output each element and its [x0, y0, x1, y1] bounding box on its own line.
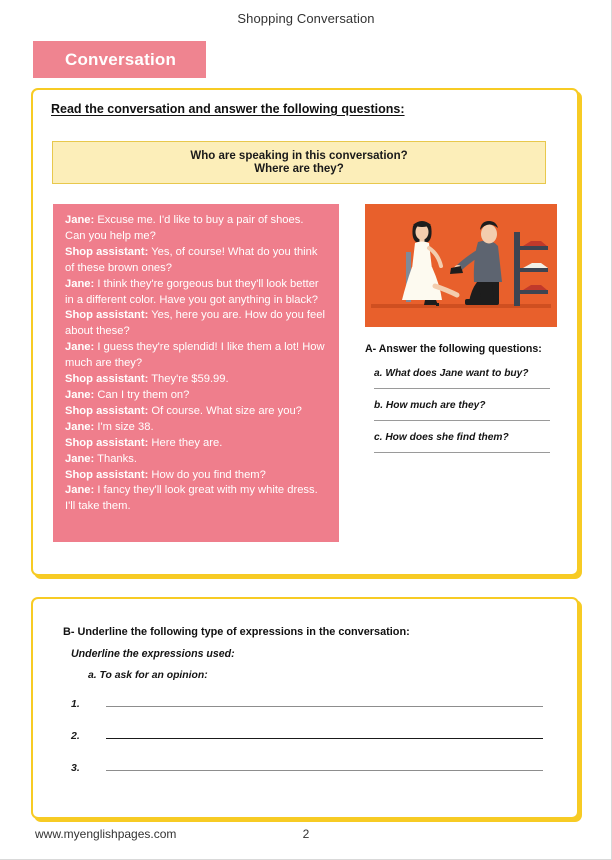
dialogue-text: Can I try them on? — [94, 388, 190, 401]
dialogue-line — [65, 372, 327, 388]
dialogue-speaker: Shop assistant: — [65, 436, 149, 449]
dialogue-text: Yes, here you are. How do you feel about these? — [65, 309, 325, 338]
footer-page-number: 2 — [302, 827, 310, 841]
section-b-answer-row — [71, 730, 545, 744]
section-a-question-item — [365, 400, 557, 421]
dialogue-line — [65, 420, 327, 436]
dialogue-speaker: Jane: — [65, 341, 95, 354]
footer-website-url: www.myenglishpages.com — [35, 827, 177, 841]
dialogue-line — [65, 340, 327, 372]
dialogue-text: Of course. What size are you? — [148, 404, 302, 417]
section-a — [365, 343, 557, 464]
dialogue-text: I fancy they'll look great with my white dress. I'll take them. — [65, 484, 318, 513]
dialogue-text: I guess they're splendid! I like them a lot! How much are they? — [65, 341, 325, 370]
dialogue-text: I'm size 38. — [94, 420, 154, 433]
dialogue-text: Here they are. — [148, 436, 223, 449]
dialogue-line — [65, 468, 327, 484]
dialogue-text: They're $59.99. — [148, 373, 229, 386]
section-b-item-a: a. To ask for an opinion: — [88, 670, 208, 681]
dialogue-speaker: Jane: — [65, 452, 95, 465]
dialogue-line — [65, 277, 327, 309]
answer-line[interactable] — [374, 388, 550, 389]
conversation-banner — [33, 41, 206, 78]
dialogue-line — [65, 213, 327, 245]
dialogue-line — [65, 436, 327, 452]
dialogue-speaker: Jane: — [65, 484, 95, 497]
exercise-b-card — [31, 597, 579, 819]
prompt-line-1: Who are speaking in this conversation? — [190, 150, 408, 162]
section-b-subheading: Underline the expressions used: — [71, 648, 235, 660]
prompt-line-2: Where are they? — [254, 163, 344, 175]
dialogue-text: Excuse me. I'd like to buy a pair of shoes. Can you help me? — [65, 214, 304, 242]
dialogue-speaker: Jane: — [65, 388, 95, 401]
dialogue-text: How do you find them? — [148, 468, 266, 481]
section-a-heading: A- Answer the following questions: — [365, 343, 542, 355]
section-a-question-item — [365, 432, 557, 453]
section-b-answer-row — [71, 762, 545, 776]
dialogue-speaker: Jane: — [65, 277, 95, 290]
section-a-question-text: a. What does Jane want to buy? — [374, 368, 529, 379]
shoe-shop-illustration — [365, 204, 557, 327]
section-b-row-number: 1. — [71, 698, 80, 710]
dialogue-speaker: Shop assistant: — [65, 309, 149, 322]
dialogue-line — [65, 388, 327, 404]
document-title: Shopping Conversation — [237, 11, 375, 26]
dialogue-line — [65, 308, 327, 340]
section-a-question-text: b. How much are they? — [374, 400, 486, 411]
section-a-question-text: c. How does she find them? — [374, 432, 509, 443]
dialogue-panel — [53, 204, 339, 542]
section-a-question-item — [365, 368, 557, 389]
reading-card — [31, 88, 579, 576]
dialogue-text: Thanks. — [94, 452, 137, 465]
section-b-row-number: 2. — [71, 730, 80, 742]
dialogue-speaker: Shop assistant: — [65, 468, 149, 481]
section-b-answer-row — [71, 698, 545, 712]
read-instruction-heading: Read the conversation and answer the following questions: — [51, 102, 405, 116]
dialogue-line — [65, 404, 327, 420]
section-b-row-number: 3. — [71, 762, 80, 774]
dialogue-speaker: Jane: — [65, 420, 95, 433]
prompt-question-box — [52, 141, 546, 184]
answer-line[interactable] — [374, 420, 550, 421]
conversation-banner-label: Conversation — [65, 49, 177, 69]
answer-line[interactable] — [106, 770, 543, 771]
dialogue-text: Yes, of course! What do you think of these brown ones? — [65, 245, 318, 274]
dialogue-line — [65, 452, 327, 468]
dialogue-line — [65, 483, 327, 515]
dialogue-speaker: Shop assistant: — [65, 404, 149, 417]
answer-line[interactable] — [106, 706, 543, 707]
dialogue-speaker: Shop assistant: — [65, 245, 149, 258]
dialogue-text: I think they're gorgeous but they'll look better in a different color. Have you got anything in black? — [65, 277, 319, 306]
answer-line[interactable] — [374, 452, 550, 453]
dialogue-speaker: Shop assistant: — [65, 373, 149, 386]
dialogue-speaker: Jane: — [65, 214, 95, 226]
answer-line[interactable] — [106, 738, 543, 739]
dialogue-line — [65, 245, 327, 277]
section-b-heading: B- Underline the following type of expressions in the conversation: — [63, 626, 410, 638]
